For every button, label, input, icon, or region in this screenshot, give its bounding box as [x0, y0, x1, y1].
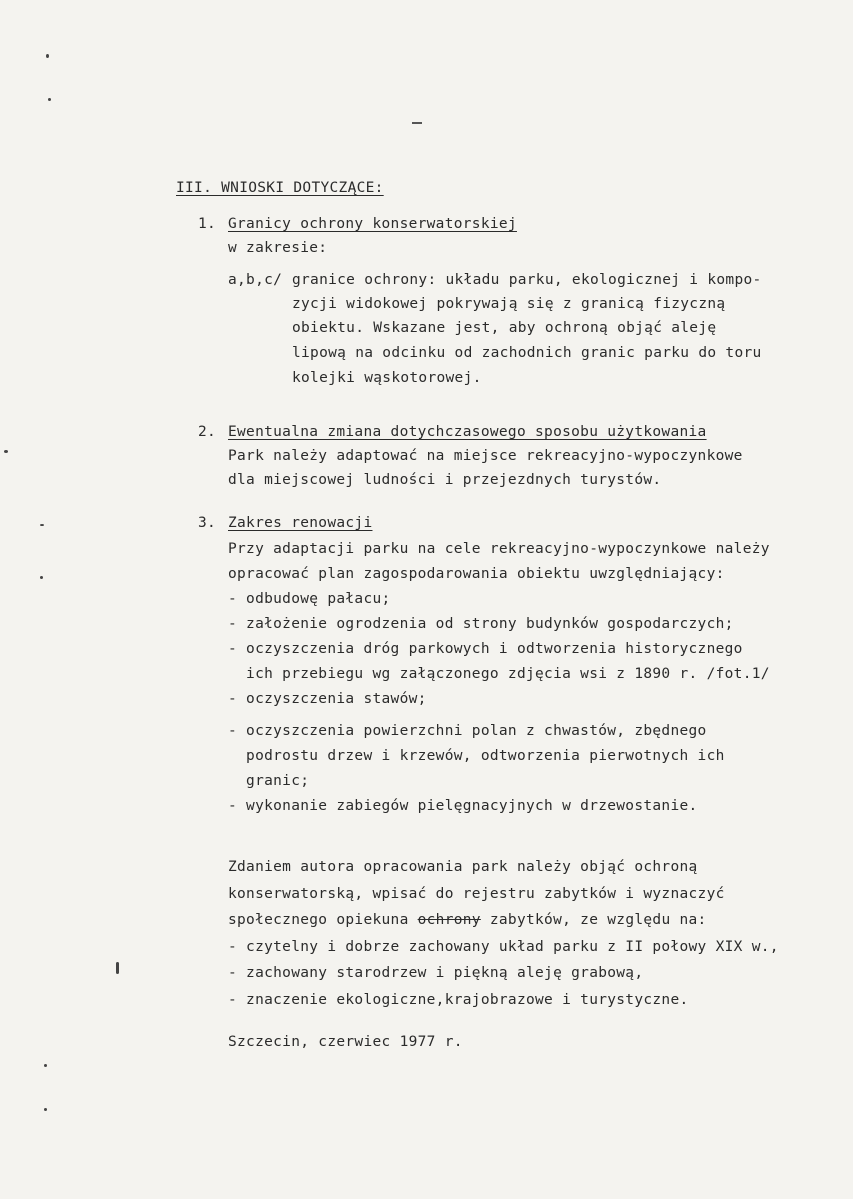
section-2-number: 2.	[198, 424, 217, 440]
section-1-line: obiektu. Wskazane jest, aby ochroną objąć aleję	[292, 320, 717, 336]
section-1-title: Granicy ochrony konserwatorskiej	[228, 216, 517, 232]
conclusion-text: społecznego opiekuna	[228, 912, 418, 928]
conclusion-line: konserwatorską, wpisać do rejestru zabytków i wyznaczyć	[228, 886, 725, 902]
margin-speck	[40, 576, 43, 579]
struck-word: ochrony	[417, 912, 481, 928]
margin-speck	[46, 54, 49, 58]
section-3-list-item: - odbudowę pałacu;	[228, 591, 391, 607]
margin-speck	[48, 98, 51, 101]
margin-speck	[40, 524, 44, 526]
section-heading: III. WNIOSKI DOTYCZĄCE:	[176, 180, 384, 196]
section-3-list-item: - oczyszczenia dróg parkowych i odtworzenia historycznego	[228, 641, 743, 657]
place-date: Szczecin, czerwiec 1977 r.	[228, 1034, 463, 1050]
conclusion-line	[228, 910, 707, 930]
margin-speck	[44, 1064, 47, 1067]
conclusion-text: zabytków, ze względu na:	[480, 912, 707, 928]
section-1-line: granice ochrony: układu parku, ekologicznej i kompo-	[292, 272, 762, 288]
section-1-number: 1.	[198, 216, 217, 232]
margin-speck	[44, 1108, 47, 1111]
section-3-list-item: - oczyszczenia powierzchni polan z chwastów, zbędnego	[228, 723, 707, 739]
section-2-title: Ewentualna zmiana dotychczasowego sposobu użytkowania	[228, 424, 707, 440]
top-dash	[412, 122, 422, 124]
section-3-title: Zakres renowacji	[228, 515, 373, 531]
margin-speck	[4, 450, 8, 453]
section-3-number: 3.	[198, 515, 217, 531]
conclusion-line: Zdaniem autora opracowania park należy objąć ochroną	[228, 859, 698, 875]
conclusion-bullet: - czytelny i dobrze zachowany układ parku z II połowy XIX w.,	[228, 939, 779, 955]
section-1-item-label: a,b,c/	[228, 272, 283, 288]
section-3-list-item: granic;	[228, 773, 310, 789]
section-3-list-item: - założenie ogrodzenia od strony budynków gospodarczych;	[228, 616, 734, 632]
section-1-line: zycji widokowej pokrywają się z granicą fizyczną	[292, 296, 726, 312]
conclusion-bullet: - znaczenie ekologiczne,krajobrazowe i turystyczne.	[228, 992, 689, 1008]
conclusion-bullet: - zachowany starodrzew i piękną aleję grabową,	[228, 965, 644, 981]
margin-speck	[116, 962, 119, 974]
section-1-intro: w zakresie:	[228, 240, 328, 256]
section-2-line: Park należy adaptować na miejsce rekreacyjno-wypoczynkowe	[228, 448, 743, 464]
section-3-list-item: - wykonanie zabiegów pielęgnacyjnych w drzewostanie.	[228, 798, 698, 814]
section-1-line: lipową na odcinku od zachodnich granic parku do toru	[292, 345, 762, 361]
section-3-list-item: ich przebiegu wg załączonego zdjęcia wsi z 1890 r. /fot.1/	[228, 666, 770, 682]
section-1-line: kolejki wąskotorowej.	[292, 370, 482, 386]
section-3-list-item: - oczyszczenia stawów;	[228, 691, 427, 707]
section-3-list-item: podrostu drzew i krzewów, odtworzenia pierwotnych ich	[228, 748, 725, 764]
section-2-line: dla miejscowej ludności i przejezdnych turystów.	[228, 472, 662, 488]
section-3-line: Przy adaptacji parku na cele rekreacyjno-wypoczynkowe należy	[228, 541, 770, 557]
section-3-line: opracować plan zagospodarowania obiektu uwzględniający:	[228, 566, 725, 582]
